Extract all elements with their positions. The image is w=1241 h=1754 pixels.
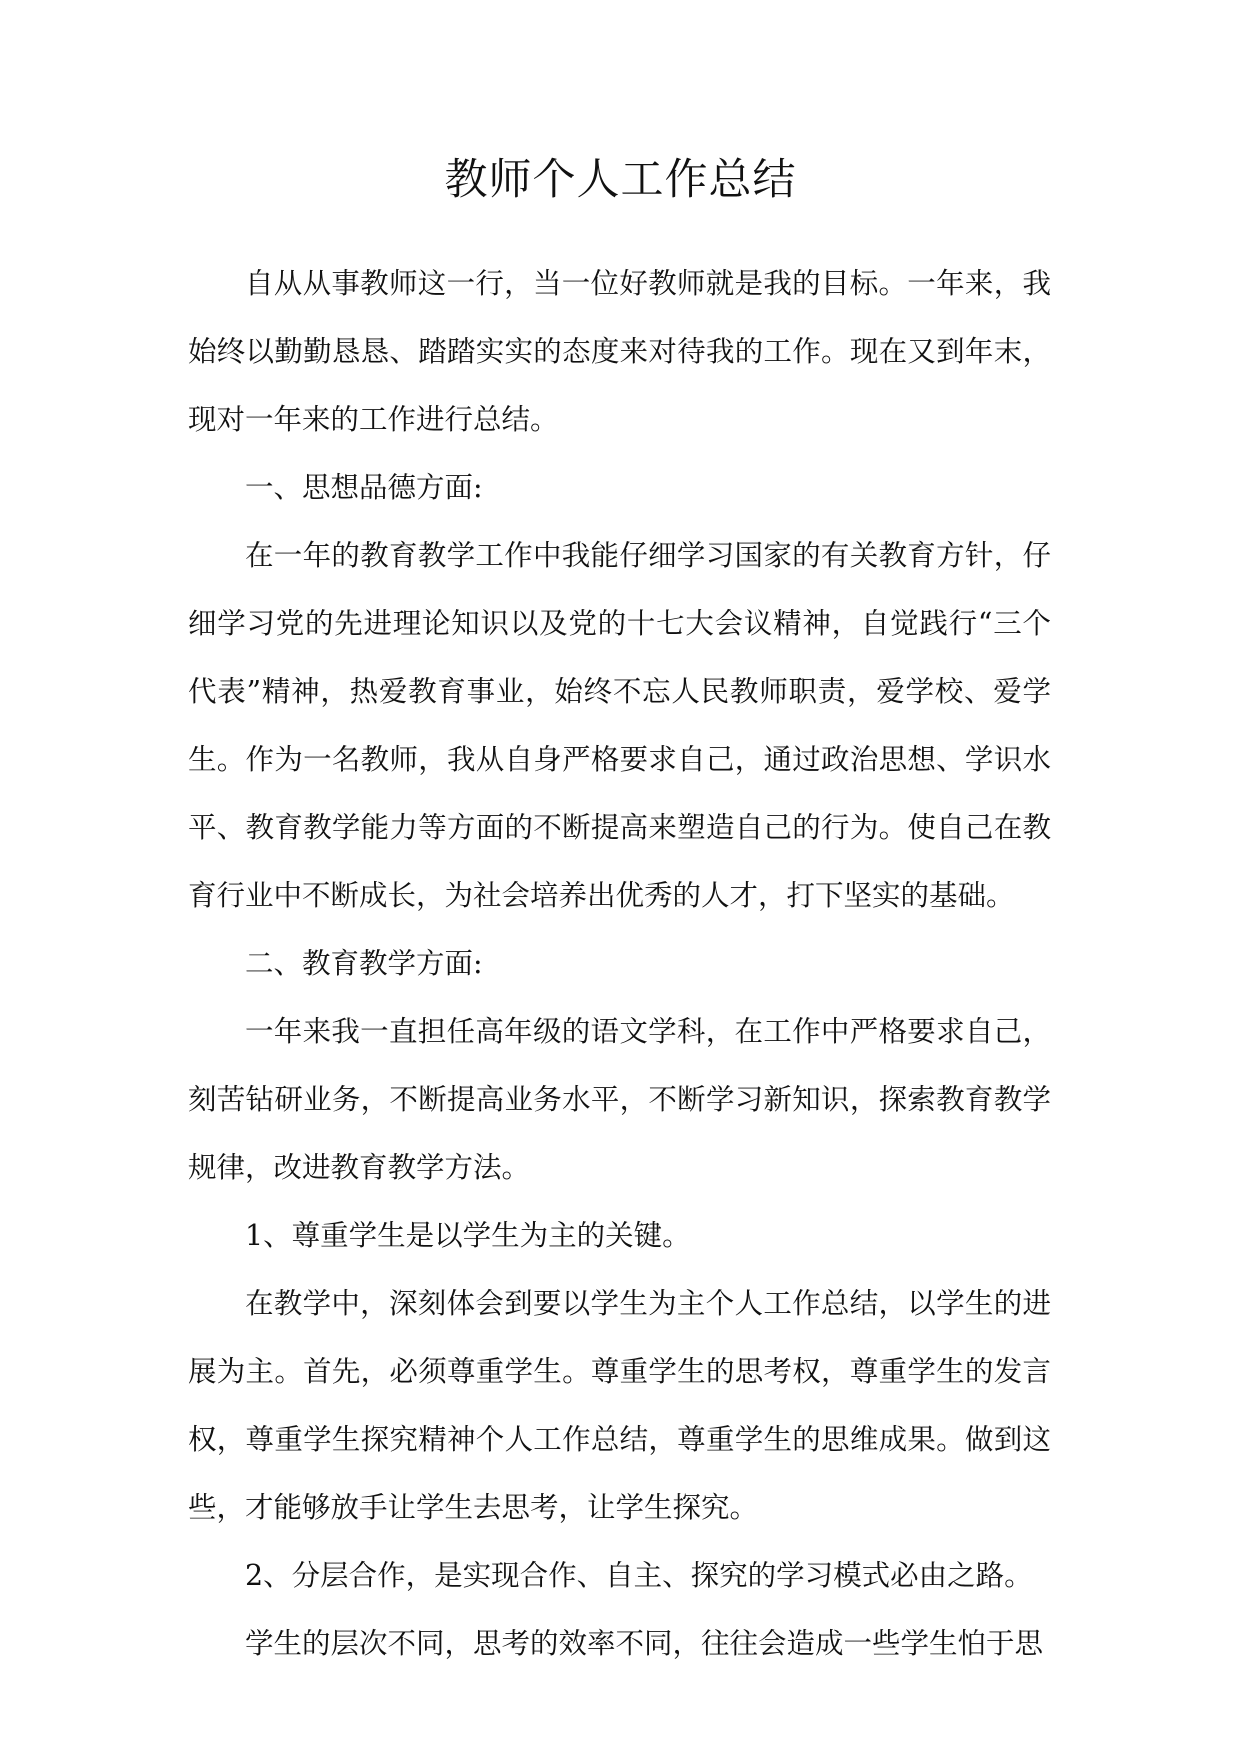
document-body [188,250,1051,1678]
subheading-respect-students: 1、尊重学生是以学生为主的关键。 [245,1219,691,1252]
paragraph-layered-cooperation: 学生的层次不同，思考的效率不同，往往会造成一些学生怕于思 [245,1627,1044,1660]
section-heading-teaching: 二、教育教学方面: [245,947,483,980]
paragraph-ideology: 在一年的教育教学工作中我能仔细学习国家的有关教育方针，仔细学习党的先进理论知识以及党的十七大会议精神，自觉践行“三个代表”精神，热爱教育事业，始终不忘人民教师职责，爱学校、爱学生。作为一名教师，我从自身严格要求自己，通过政治思想、学识水平、教育教学能力等方面的不断提高来塑造自己的行为。使自己在教育行业中不断成长，为社会培养出优秀的人才，打下坚实的基础。 [188,539,1051,912]
subheading-layered-cooperation: 2、分层合作，是实现合作、自主、探究的学习模式必由之路。 [245,1559,1033,1592]
document-title: 教师个人工作总结 [444,155,797,205]
paragraph-teaching: 一年来我一直担任高年级的语文学科，在工作中严格要求自己，刻苦钻研业务，不断提高业务水平，不断学习新知识，探索教育教学规律，改进教育教学方法。 [188,1015,1051,1184]
section-heading-ideology: 一、思想品德方面: [245,471,483,504]
paragraph-respect-students: 在教学中，深刻体会到要以学生为主个人工作总结，以学生的进展为主。首先，必须尊重学生。尊重学生的思考权，尊重学生的发言权，尊重学生探究精神个人工作总结，尊重学生的思维成果。做到这些，才能够放手让学生去思考，让学生探究。 [188,1287,1051,1524]
paragraph-intro: 自从从事教师这一行，当一位好教师就是我的目标。一年来，我始终以勤勤恳恳、踏踏实实的态度来对待我的工作。现在又到年末，现对一年来的工作进行总结。 [188,267,1051,436]
